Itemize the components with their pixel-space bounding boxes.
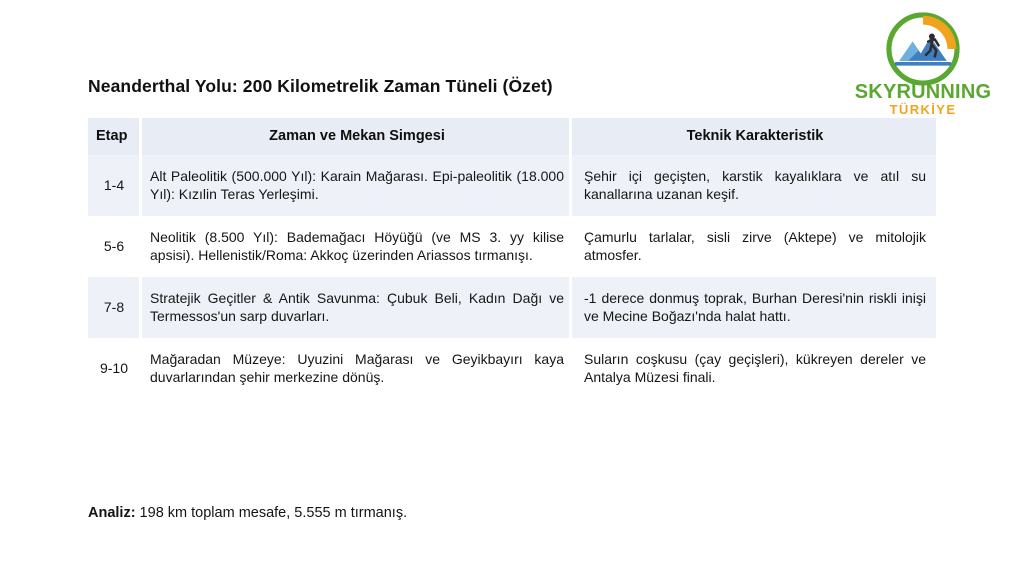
- mountain-runner-logo-icon: [886, 12, 960, 86]
- cell-stage: 7-8: [88, 277, 140, 338]
- cell-technical: Çamurlu tarlalar, sisli zirve (Aktepe) ve mitolojik atmosfer.: [574, 216, 936, 277]
- analysis-footer: [88, 505, 407, 521]
- cell-stage: 1-4: [88, 155, 140, 216]
- cell-technical: Şehir içi geçişten, karstik kayalıklara ve atıl su kanallarına uzanan keşif.: [574, 155, 936, 216]
- cell-stage: 5-6: [88, 216, 140, 277]
- cell-stage: 9-10: [88, 338, 140, 399]
- page-title: Neanderthal Yolu: 200 Kilometrelik Zaman Tüneli (Özet): [88, 76, 553, 96]
- logo: [848, 12, 998, 117]
- cell-technical: -1 derece donmuş toprak, Burhan Deresi'nin riskli inişi ve Mecine Boğazı'nda halat hattı.: [574, 277, 936, 338]
- column-divider-2: [569, 118, 572, 498]
- table-header-row: [88, 118, 936, 155]
- cell-symbol: Alt Paleolitik (500.000 Yıl): Karain Mağarası. Epi-paleolitik (18.000 Yıl): Kızılin Teras Yerleşimi.: [140, 155, 574, 216]
- column-header-stage: Etap: [88, 118, 140, 155]
- column-header-technical: Teknik Karakteristik: [574, 118, 936, 155]
- logo-brand-primary: SKYRUNNING: [854, 81, 992, 103]
- column-header-symbol: Zaman ve Mekan Simgesi: [140, 118, 574, 155]
- column-divider-1: [139, 118, 142, 498]
- analysis-text: 198 km toplam mesafe, 5.555 m tırmanış.: [135, 505, 408, 521]
- summary-table: [88, 118, 936, 399]
- cell-symbol: Mağaradan Müzeye: Uyuzini Mağarası ve Geyikbayırı kaya duvarlarından şehir merkezine dönüş.: [140, 338, 574, 399]
- cell-symbol: Stratejik Geçitler & Antik Savunma: Çubuk Beli, Kadın Dağı ve Termessos'un sarp duvarları.: [140, 277, 574, 338]
- table-row: [88, 338, 936, 399]
- analysis-label: Analiz:: [88, 505, 136, 521]
- cell-technical: Suların coşkusu (çay geçişleri), kükreyen dereler ve Antalya Müzesi finali.: [574, 338, 936, 399]
- cell-symbol: Neolitik (8.500 Yıl): Bademağacı Höyüğü (ve MS 3. yy kilise apsisi). Hellenistik/Roma: Akkoç üzerinden Ariassos tırmanışı.: [140, 216, 574, 277]
- table-row: [88, 277, 936, 338]
- logo-brand-secondary: TÜRKİYE: [889, 102, 957, 117]
- table-row: [88, 155, 936, 216]
- table-row: [88, 216, 936, 277]
